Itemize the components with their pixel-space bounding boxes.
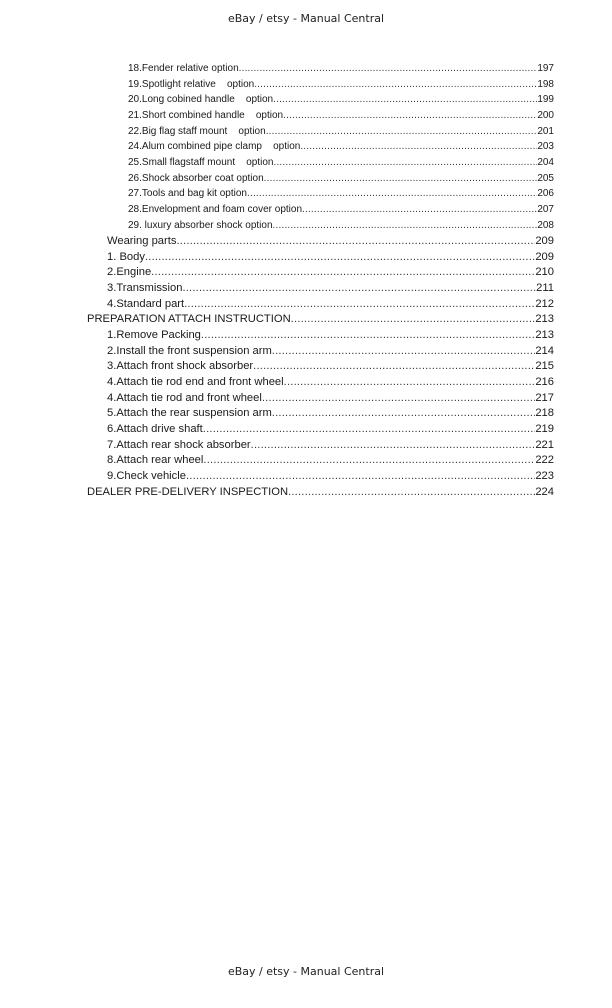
toc-dot-leader [145,251,535,263]
toc-entry-label: DEALER PRE-DELIVERY INSPECTION [87,485,289,498]
toc-page-number: 221 [535,438,554,451]
toc-entry [107,454,554,470]
toc-entry [107,235,554,251]
toc-entry [107,251,554,267]
toc-page-number: 218 [535,407,554,420]
toc-entry-label: 22.Big flag staff mount option [128,125,266,137]
toc-entry-label: 6.Attach drive shaft [107,422,203,435]
toc-entry-label: 1.Remove Packing [107,329,201,342]
toc-entry [128,94,554,110]
page-header: eBay / etsy - Manual Central [227,12,385,25]
toc-page-number: 205 [537,172,554,184]
toc-dot-leader [264,173,538,184]
toc-dot-leader [272,407,536,419]
toc-dot-leader [283,110,537,121]
toc-entry-label: 25.Small flagstaff mount option [128,156,274,168]
toc-entry-label: 21.Short combined handle option [128,109,284,121]
toc-entry [107,282,554,298]
toc-entry [107,266,554,282]
toc-entry-label: 19.Spotlight relative option [128,78,255,90]
toc-dot-leader [254,79,537,90]
toc-entry-label: 4.Standard part [107,297,185,310]
toc-page-number: 213 [535,313,554,326]
toc-entry [128,173,554,189]
toc-dot-leader [186,470,535,482]
toc-entry-label: 29. luxury absorber shock option [128,219,273,231]
toc-entry [128,79,554,95]
toc-entry-label: 1. Body [107,250,145,263]
toc-dot-leader [273,157,537,168]
toc-dot-leader [300,141,537,152]
toc-dot-leader [251,439,536,451]
toc-dot-leader [176,235,535,247]
toc-page-number: 213 [535,329,554,342]
toc-section-entry [87,313,554,329]
toc-page-number: 199 [537,94,554,106]
toc-page-number: 217 [535,391,554,404]
toc-dot-leader [182,282,536,294]
toc-page-number: 211 [536,282,554,295]
toc-entry-label: 2.Engine [107,266,152,279]
toc-dot-leader [266,126,538,137]
toc-dot-leader [239,63,538,74]
toc-dot-leader [203,454,535,466]
toc-page-number: 200 [537,109,554,121]
toc-entry [107,345,554,361]
toc-entry-label: PREPARATION ATTACH INSTRUCTION [87,313,291,326]
toc-page-number: 204 [537,156,554,168]
toc-dot-leader [247,188,537,199]
toc-entry [128,141,554,157]
toc-page-number: 222 [535,454,554,467]
toc-page-number: 209 [535,235,554,248]
toc-entry [107,360,554,376]
page-footer: eBay / etsy - Manual Central [227,965,385,978]
toc-page-number: 206 [537,188,554,200]
toc-entry-label: Wearing parts [107,235,177,248]
toc-dot-leader [288,486,535,498]
toc-entry-label: 3.Transmission [107,282,183,295]
toc-dot-leader [203,423,536,435]
toc-entry-label: 4.Attach tie rod and front wheel [107,391,262,404]
toc-page-number: 214 [535,344,554,357]
toc-entry [128,126,554,142]
toc-dot-leader [272,345,536,357]
toc-page-number: 216 [535,376,554,388]
toc-entry [107,392,554,408]
toc-entry [107,439,554,455]
toc-page-number: 197 [537,63,554,74]
toc-page-number: 215 [535,360,554,373]
toc-page-number: 198 [537,78,554,90]
toc-page-number: 207 [537,203,554,215]
toc-entry [128,188,554,204]
toc-entry-label: 4.Attach tie rod end and front wheel [107,376,284,388]
toc-page-number: 210 [535,266,554,279]
toc-entry-label: 8.Attach rear wheel [107,454,204,467]
toc-dot-leader [151,266,535,278]
toc-entry-label: 5.Attach the rear suspension arm [107,407,272,420]
toc-page-number: 223 [535,469,554,482]
toc-page-number: 203 [537,141,554,153]
toc-entry [107,423,554,439]
toc-entry-label: 20.Long cobined handle option [128,94,274,106]
toc-entry [107,329,554,345]
toc-page-number: 209 [535,250,554,263]
toc-page-number: 224 [535,485,554,498]
toc-dot-leader [273,94,537,105]
toc-entry [128,220,554,236]
toc-page-number: 208 [537,219,554,231]
toc-page-number: 212 [535,297,554,310]
toc-page-number: 219 [535,422,554,435]
toc-dot-leader [184,298,535,310]
toc-entry [128,157,554,173]
toc-entry [128,63,554,79]
toc-entry [128,204,554,220]
toc-dot-leader [273,220,538,231]
toc-entry [107,298,554,314]
toc-entry [128,110,554,126]
toc-entry [107,376,554,392]
toc-dot-leader [291,313,536,325]
toc-page-number: 201 [537,125,554,137]
toc-entry-label: 2.Install the front suspension arm [107,344,272,357]
toc-dot-leader [302,204,537,215]
toc-entry-label: 28.Envelopment and foam cover option [128,203,302,215]
toc-dot-leader [284,376,536,388]
toc-entry-label: 18.Fender relative option [128,63,239,74]
toc-entry-label: 27.Tools and bag kit option [128,188,247,200]
toc-section-entry [87,486,554,502]
toc-dot-leader [253,360,535,372]
toc-dot-leader [201,329,535,341]
toc-entry [107,407,554,423]
toc-entry-label: 26.Shock absorber coat option [128,172,264,184]
toc-entry-label: 3.Attach front shock absorber [107,360,254,373]
toc-entry [107,470,554,486]
toc-entry-label: 7.Attach rear shock absorber [107,438,251,451]
toc-entry-label: 9.Check vehicle [107,469,186,482]
toc-dot-leader [262,392,535,404]
toc-entry-label: 24.Alum combined pipe clamp option [128,141,301,153]
